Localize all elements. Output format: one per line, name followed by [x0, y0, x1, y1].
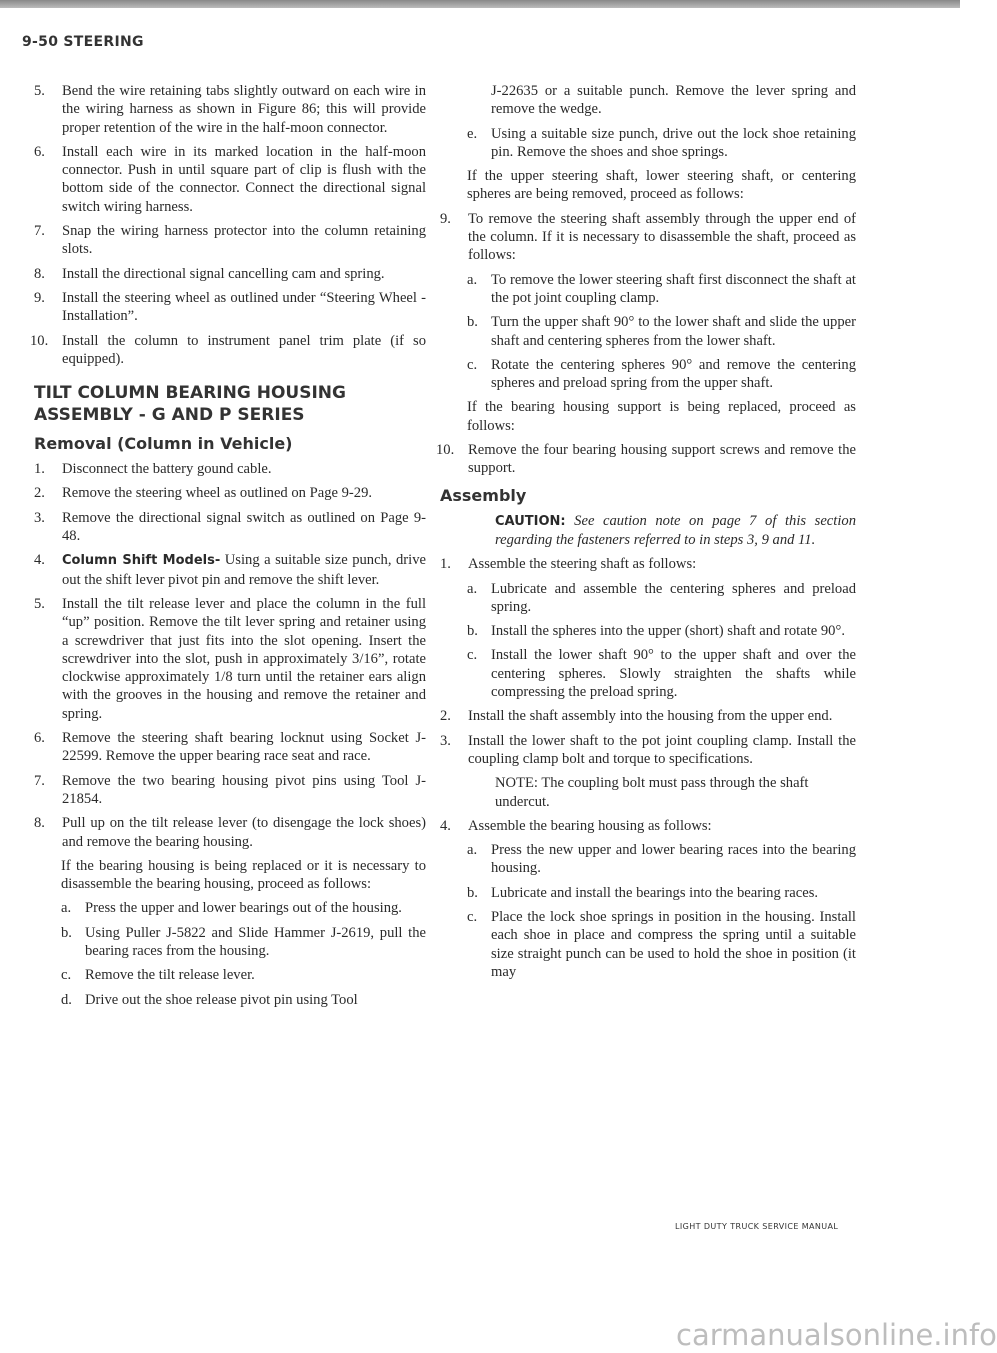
- step-number: c.: [467, 647, 478, 664]
- lettered-substep: [440, 125, 856, 162]
- step-text: Press the new upper and lower bearing races into the bearing housing.: [491, 842, 856, 877]
- step-text: See caution note on page 7 of this section regarding the fasteners referred to in steps 3, 9 and 11.: [495, 512, 856, 548]
- step-number: 4.: [34, 552, 45, 569]
- step-number: 3.: [34, 509, 45, 526]
- numbered-step: [440, 707, 856, 725]
- step-text: Assemble the steering shaft as follows:: [468, 556, 697, 573]
- step-text: Snap the wiring harness protector into the column retaining slots.: [62, 223, 426, 258]
- step-text: Disconnect the battery gound cable.: [62, 461, 272, 478]
- left-column: [30, 82, 426, 1009]
- step-text: Remove the directional signal switch as outlined on Page 9-48.: [62, 509, 426, 545]
- lettered-substep: [34, 991, 426, 1009]
- step-number: b.: [467, 623, 478, 640]
- step-number: 6.: [34, 143, 45, 160]
- step-number: 5.: [34, 83, 45, 99]
- note: [440, 774, 856, 811]
- step-text: If the bearing housing support is being replaced, proceed as follows:: [467, 399, 856, 434]
- step-number: 2.: [440, 708, 451, 725]
- step-text: Remove the two bearing housing pivot pins using Tool J-21854.: [62, 772, 426, 807]
- step-text: Rotate the centering spheres 90° and remove the centering spheres and preload spring from the upper shaft.: [491, 356, 856, 392]
- step-text: Lubricate and install the bearings into the bearing races.: [491, 884, 819, 901]
- step-number: a.: [467, 271, 478, 288]
- step-text: Place the lock shoe springs in position in the housing. Install each shoe in place and compress the spring until a suitable size straight punch can be used to hold the shoe in position (it may: [491, 908, 856, 980]
- caution-note: [440, 512, 856, 550]
- step-text: To remove the steering shaft assembly through the upper end of the column. If it is necessary to disassemble the shaft, proceed as follows:: [468, 210, 856, 264]
- section-heading: TILT COLUMN BEARING HOUSING ASSEMBLY - G AND P SERIES: [34, 383, 346, 426]
- numbered-step: [440, 732, 856, 769]
- step-number: c.: [467, 908, 478, 925]
- step-text: If the bearing housing is being replaced or it is necessary to disassemble the bearing housing, proceed as follows:: [61, 857, 426, 893]
- step-text: Using a suitable size punch, drive out the shift lever pivot pin and remove the shift lever.: [62, 552, 426, 588]
- step-number: b.: [467, 314, 478, 331]
- lettered-substep: [34, 899, 426, 917]
- step-number: 5.: [34, 595, 45, 612]
- step-text: Install the lower shaft 90° to the upper shaft and over the centering spheres. Slowly straighten the shafts while compressing the preload spring.: [491, 647, 856, 701]
- step-number: e.: [467, 125, 478, 142]
- step-number: 9.: [440, 210, 451, 227]
- step-text: J-22635 or a suitable punch. Remove the lever spring and remove the wedge.: [491, 83, 856, 118]
- step-text: Pull up on the tilt release lever (to disengage the lock shoes) and remove the bearing housing.: [62, 815, 426, 850]
- numbered-step: [34, 729, 426, 766]
- numbered-step: [34, 509, 426, 546]
- numbered-step: [440, 210, 856, 265]
- step-text: Install the shaft assembly into the housing from the upper end.: [468, 708, 833, 725]
- step-number: 1.: [440, 556, 451, 573]
- step-text: Install the column to instrument panel trim plate (if so equipped).: [62, 332, 426, 367]
- lettered-substep: [34, 966, 426, 984]
- step-number: 9.: [34, 289, 45, 306]
- numbered-step: [34, 772, 426, 809]
- step-text: Using Puller J-5822 and Slide Hammer J-2619, pull the bearing races from the housing.: [85, 924, 426, 959]
- lettered-substep: [440, 82, 856, 119]
- lettered-substep: [440, 313, 856, 350]
- step-number: a.: [61, 900, 72, 917]
- step-number: 2.: [34, 485, 45, 502]
- step-text: Remove the four bearing housing support screws and remove the support.: [468, 442, 856, 477]
- step-number: 8.: [34, 815, 45, 832]
- step-number: 10.: [436, 442, 455, 459]
- step-number: 6.: [34, 730, 45, 747]
- lettered-substep: [440, 622, 856, 640]
- step-number: a.: [467, 842, 478, 859]
- numbered-step: [34, 143, 426, 216]
- numbered-step: [34, 814, 426, 851]
- lettered-substep: [440, 841, 856, 878]
- lettered-substep: [440, 646, 856, 701]
- page-top-border: [0, 0, 960, 8]
- step-text: Install the steering wheel as outlined under “Steering Wheel - Installation”.: [62, 289, 426, 325]
- step-number: b.: [61, 924, 72, 941]
- lettered-substep: [440, 271, 856, 308]
- numbered-step: [34, 222, 426, 259]
- step-number: b.: [467, 884, 478, 901]
- paragraph: [34, 857, 426, 894]
- step-text: Assemble the bearing housing as follows:: [468, 817, 712, 834]
- step-number: c.: [467, 356, 478, 373]
- numbered-step: [34, 551, 426, 589]
- numbered-step: [440, 817, 856, 835]
- numbered-step: [34, 460, 426, 478]
- step-number: 4.: [440, 817, 451, 834]
- step-number: 8.: [34, 265, 45, 282]
- numbered-step: [440, 555, 856, 573]
- step-text: Remove the steering wheel as outlined on Page 9-29.: [62, 485, 373, 502]
- step-text: Install the directional signal cancelling cam and spring.: [62, 265, 385, 282]
- step-number: 3.: [440, 732, 451, 749]
- step-lead: Column Shift Models-: [62, 553, 221, 569]
- step-text: Bend the wire retaining tabs slightly outward on each wire in the wiring harness as shown in Figure 86; this will provide proper retention of the wire in the half-moon connector.: [62, 83, 426, 136]
- lettered-substep: [440, 908, 856, 981]
- step-number: 10.: [30, 332, 49, 349]
- right-column: [436, 82, 856, 981]
- step-text: NOTE: The coupling bolt must pass through the shaft undercut.: [495, 775, 809, 810]
- step-text: Lubricate and assemble the centering spheres and preload spring.: [491, 580, 856, 615]
- watermark: carmanualsonline.info: [676, 1318, 997, 1352]
- step-number: a.: [467, 580, 478, 597]
- step-text: Install the lower shaft to the pot joint coupling clamp. Install the coupling clamp bolt and torque to specifications.: [468, 732, 856, 767]
- page-footer: LIGHT DUTY TRUCK SERVICE MANUAL: [675, 1222, 839, 1231]
- page-header: 9-50 STEERING: [22, 34, 144, 50]
- step-text: Using a suitable size punch, drive out the lock shoe retaining pin. Remove the shoes and shoe springs.: [491, 125, 856, 160]
- step-text: Install each wire in its marked location in the half-moon connector. Push in until square part of clip is flush with the bottom side of the connector. Connect the directional signal switch wiring harness.: [62, 143, 426, 215]
- step-text: If the upper steering shaft, lower steering shaft, or centering spheres are being removed, proceed as follows:: [467, 168, 856, 203]
- step-text: Install the spheres into the upper (short) shaft and rotate 90°.: [491, 623, 845, 640]
- subsection-heading: Assembly: [440, 485, 527, 505]
- step-text: Remove the tilt release lever.: [85, 967, 255, 984]
- numbered-step: [34, 289, 426, 326]
- step-number: d.: [61, 991, 72, 1008]
- paragraph: [440, 167, 856, 204]
- step-number: 1.: [34, 461, 45, 478]
- step-text: Install the tilt release lever and place the column in the full “up” position. Remove the tilt lever spring and retainer using a screwdriver that just fits into the slot opening. Insert the screwdriver into the slot, push in approximately 3/16”, rotate clockwise approximately 1/8 turn until the retainer ears align with the grooves in the housing and remove the retainer and spring.: [62, 595, 426, 722]
- numbered-step: [436, 441, 856, 478]
- step-text: Press the upper and lower bearings out of the housing.: [85, 900, 402, 917]
- step-text: To remove the lower steering shaft first disconnect the shaft at the pot joint coupling clamp.: [491, 271, 856, 306]
- step-number: 7.: [34, 772, 45, 789]
- lettered-substep: [440, 356, 856, 393]
- lettered-substep: [34, 924, 426, 961]
- step-number: 7.: [34, 223, 45, 240]
- numbered-step: [34, 82, 426, 137]
- numbered-step: [34, 484, 426, 502]
- step-text: Remove the steering shaft bearing locknut using Socket J-22599. Remove the upper bearing race seat and race.: [62, 730, 426, 765]
- lettered-substep: [440, 580, 856, 617]
- numbered-step: [34, 265, 426, 283]
- numbered-step: [30, 332, 426, 369]
- step-text: Drive out the shoe release pivot pin using Tool: [85, 991, 358, 1008]
- lettered-substep: [440, 884, 856, 902]
- step-text: Turn the upper shaft 90° to the lower shaft and slide the upper shaft and centering spheres from the lower shaft.: [491, 314, 856, 349]
- step-number: c.: [61, 967, 72, 984]
- subsection-heading: Removal (Column in Vehicle): [34, 434, 293, 454]
- paragraph: [440, 398, 856, 435]
- numbered-step: [34, 595, 426, 723]
- step-lead: CAUTION:: [495, 513, 566, 529]
